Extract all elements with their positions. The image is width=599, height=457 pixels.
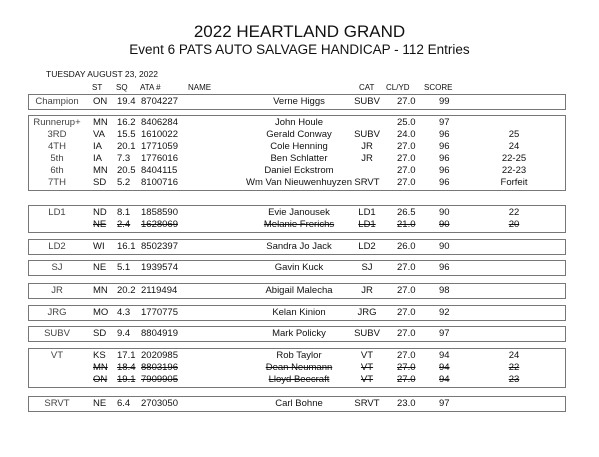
shooter-name-cell: Rob Taylor	[276, 350, 322, 361]
header-name: NAME	[188, 83, 212, 92]
shooter-name-cell: Wm Van Nieuwenhuyzen	[246, 177, 352, 188]
shooter-name-cell: Lloyd Beecraft	[268, 374, 330, 385]
table-row	[29, 374, 565, 386]
ata-number-cell: 2119494	[141, 285, 178, 296]
header-score: SCORE	[424, 83, 453, 92]
shooter-name-cell: Verne Higgs	[273, 96, 325, 107]
header-cat: CAT	[359, 83, 375, 92]
event-date: TUESDAY AUGUST 23, 2022	[46, 69, 158, 79]
category-cell: SRVT	[354, 177, 380, 188]
score-cell: 90	[439, 241, 450, 252]
table-row	[29, 307, 565, 319]
state-cell: ON	[93, 374, 108, 385]
ata-number-cell: 2020985	[141, 350, 178, 361]
state-cell: MN	[93, 165, 108, 176]
table-row	[29, 219, 565, 231]
state-cell: NE	[93, 398, 107, 409]
yardage-cell: 27.0	[397, 307, 416, 318]
score-cell: 99	[439, 96, 450, 107]
category-cell: SUBV	[354, 328, 380, 339]
place-label-cell: SUBV	[44, 328, 70, 339]
shootoff-cell: 22-23	[501, 165, 527, 176]
shootoff-cell: 24	[508, 350, 520, 361]
yardage-cell: 27.0	[397, 362, 416, 373]
table-row	[29, 362, 565, 374]
shootoff-cell: 22-25	[501, 153, 527, 164]
result-group	[28, 348, 566, 388]
ata-number-cell: 1858590	[141, 207, 178, 218]
shooter-name-cell: Abigail Malecha	[265, 285, 333, 296]
score-cell: 96	[439, 177, 450, 188]
place-label-cell: 4TH	[48, 141, 66, 152]
squad-cell: 19.1	[117, 374, 136, 385]
category-cell: LD1	[358, 207, 376, 218]
shooter-name-cell: Evie Janousek	[268, 207, 330, 218]
ata-number-cell: 1628069	[141, 219, 178, 230]
state-cell: NE	[93, 219, 107, 230]
squad-cell: 2.4	[117, 219, 131, 230]
result-group	[28, 260, 566, 276]
state-cell: MO	[93, 307, 109, 318]
state-cell: MN	[93, 362, 108, 373]
place-label-cell: VT	[50, 350, 64, 361]
squad-cell: 9.4	[117, 328, 131, 339]
squad-cell: 18.4	[117, 362, 136, 373]
score-cell: 97	[439, 328, 450, 339]
category-cell: SUBV	[354, 129, 380, 140]
shooter-name-cell: Gavin Kuck	[274, 262, 324, 273]
header-sq: SQ	[116, 83, 128, 92]
ata-number-cell: 8404115	[141, 165, 178, 176]
table-row	[29, 141, 565, 153]
ata-number-cell: 1610022	[141, 129, 178, 140]
place-label-cell: JR	[51, 285, 63, 296]
yardage-cell: 27.0	[397, 285, 416, 296]
squad-cell: 20.5	[117, 165, 136, 176]
score-cell: 96	[439, 165, 450, 176]
table-row	[29, 398, 565, 410]
table-row	[29, 117, 565, 129]
shootoff-cell: 25	[508, 129, 520, 140]
table-row	[29, 241, 565, 253]
place-label-cell: LD1	[48, 207, 66, 218]
shootoff-cell: 23	[508, 374, 520, 385]
place-label-cell: Runnerup+	[33, 117, 81, 128]
page-title: 2022 HEARTLAND GRAND	[193, 22, 406, 41]
table-row	[29, 285, 565, 297]
header-st: ST	[92, 83, 103, 92]
shooter-name-cell: Kelan Kinion	[272, 307, 326, 318]
squad-cell: 17.1	[117, 350, 136, 361]
ata-number-cell: 2703050	[141, 398, 178, 409]
squad-cell: 5.1	[117, 262, 131, 273]
ata-number-cell: 1771059	[141, 141, 178, 152]
state-cell: SD	[93, 328, 107, 339]
score-cell: 94	[439, 362, 450, 373]
state-cell: IA	[93, 141, 102, 152]
table-row	[29, 350, 565, 362]
state-cell: WI	[93, 241, 105, 252]
ata-number-cell: 1770775	[141, 307, 178, 318]
squad-cell: 16.1	[117, 241, 136, 252]
score-cell: 97	[439, 398, 450, 409]
result-group	[28, 239, 566, 255]
table-row	[29, 207, 565, 219]
table-row	[29, 165, 565, 177]
score-cell: 96	[439, 153, 450, 164]
shooter-name-cell: Carl Bohne	[275, 398, 323, 409]
squad-cell: 6.4	[117, 398, 131, 409]
place-label-cell: Champion	[35, 96, 79, 107]
table-row	[29, 328, 565, 340]
place-label-cell: 6th	[50, 165, 64, 176]
shooter-name-cell: Melanie Frerichs	[263, 219, 335, 230]
state-cell: VA	[93, 129, 105, 140]
yardage-cell: 27.0	[397, 153, 416, 164]
yardage-cell: 27.0	[397, 96, 416, 107]
category-cell: LD1	[358, 219, 376, 230]
shootoff-cell: Forfeit	[500, 177, 528, 188]
ata-number-cell: 8100716	[141, 177, 178, 188]
score-cell: 90	[439, 219, 450, 230]
shooter-name-cell: Dean Neumann	[265, 362, 333, 373]
header-ata: ATA #	[140, 83, 161, 92]
category-cell: SRVT	[354, 398, 380, 409]
yardage-cell: 24.0	[397, 129, 416, 140]
category-cell: VT	[360, 374, 374, 385]
category-cell: JRG	[357, 307, 377, 318]
ata-number-cell: 7909905	[141, 374, 178, 385]
score-cell: 96	[439, 262, 450, 273]
score-cell: 94	[439, 374, 450, 385]
yardage-cell: 23.0	[397, 398, 416, 409]
state-cell: KS	[93, 350, 106, 361]
ata-number-cell: 8406284	[141, 117, 178, 128]
state-cell: MN	[93, 285, 108, 296]
category-cell: SJ	[361, 262, 373, 273]
place-label-cell: 7TH	[48, 177, 66, 188]
result-group	[28, 283, 566, 299]
ata-number-cell: 8804919	[141, 328, 178, 339]
shooter-name-cell: Mark Policky	[272, 328, 326, 339]
yardage-cell: 27.0	[397, 374, 416, 385]
result-group	[28, 326, 566, 342]
place-label-cell: JRG	[47, 307, 67, 318]
ata-number-cell: 1776016	[141, 153, 178, 164]
score-cell: 98	[439, 285, 450, 296]
shooter-name-cell: John Houle	[274, 117, 324, 128]
yardage-cell: 26.0	[397, 241, 416, 252]
yardage-cell: 21.0	[397, 219, 416, 230]
yardage-cell: 27.0	[397, 328, 416, 339]
table-row	[29, 177, 565, 189]
shooter-name-cell: Sandra Jo Jack	[266, 241, 332, 252]
ata-number-cell: 1939574	[141, 262, 178, 273]
table-row	[29, 129, 565, 141]
shootoff-cell: 22	[508, 362, 520, 373]
header-clyd: CL/YD	[386, 83, 410, 92]
place-label-cell: LD2	[48, 241, 66, 252]
state-cell: MN	[93, 117, 108, 128]
yardage-cell: 27.0	[397, 165, 416, 176]
state-cell: IA	[93, 153, 102, 164]
result-group	[28, 94, 566, 110]
shootoff-cell: 22	[508, 207, 520, 218]
event-subtitle: Event 6 PATS AUTO SALVAGE HANDICAP - 112 Entries	[129, 42, 470, 57]
category-cell: SUBV	[354, 96, 380, 107]
ata-number-cell: 8502397	[141, 241, 178, 252]
score-cell: 97	[439, 117, 450, 128]
result-group	[28, 305, 566, 321]
category-cell: LD2	[358, 241, 376, 252]
squad-cell: 20.2	[117, 285, 136, 296]
squad-cell: 16.2	[117, 117, 136, 128]
shooter-name-cell: Gerald Conway	[266, 129, 332, 140]
table-row	[29, 96, 565, 108]
squad-cell: 4.3	[117, 307, 131, 318]
category-cell: VT	[360, 362, 374, 373]
shooter-name-cell: Ben Schlatter	[270, 153, 328, 164]
squad-cell: 8.1	[117, 207, 131, 218]
squad-cell: 5.2	[117, 177, 131, 188]
squad-cell: 15.5	[117, 129, 136, 140]
squad-cell: 7.3	[117, 153, 131, 164]
shootoff-cell: 20	[508, 219, 520, 230]
yardage-cell: 27.0	[397, 177, 416, 188]
squad-cell: 20.1	[117, 141, 136, 152]
category-cell: VT	[360, 350, 374, 361]
score-cell: 92	[439, 307, 450, 318]
category-cell: JR	[361, 141, 373, 152]
shooter-name-cell: Cole Henning	[270, 141, 328, 152]
shooter-name-cell: Daniel Eckstrom	[264, 165, 334, 176]
score-cell: 96	[439, 129, 450, 140]
state-cell: ND	[93, 207, 107, 218]
squad-cell: 19.4	[117, 96, 136, 107]
yardage-cell: 27.0	[397, 141, 416, 152]
table-row	[29, 262, 565, 274]
yardage-cell: 27.0	[397, 350, 416, 361]
state-cell: NE	[93, 262, 107, 273]
state-cell: ON	[93, 96, 108, 107]
place-label-cell: 3RD	[47, 129, 67, 140]
category-cell: JR	[361, 153, 373, 164]
place-label-cell: SRVT	[44, 398, 70, 409]
result-group	[28, 205, 566, 233]
state-cell: SD	[93, 177, 107, 188]
score-cell: 94	[439, 350, 450, 361]
ata-number-cell: 8704227	[141, 96, 178, 107]
place-label-cell: SJ	[51, 262, 63, 273]
score-cell: 96	[439, 141, 450, 152]
score-cell: 90	[439, 207, 450, 218]
shootoff-cell: 24	[508, 141, 520, 152]
yardage-cell: 25.0	[397, 117, 416, 128]
table-row	[29, 153, 565, 165]
ata-number-cell: 8803196	[141, 362, 178, 373]
result-group	[28, 115, 566, 191]
place-label-cell: 5th	[50, 153, 64, 164]
category-cell: JR	[361, 285, 373, 296]
result-group	[28, 396, 566, 412]
yardage-cell: 27.0	[397, 262, 416, 273]
yardage-cell: 26.5	[397, 207, 416, 218]
